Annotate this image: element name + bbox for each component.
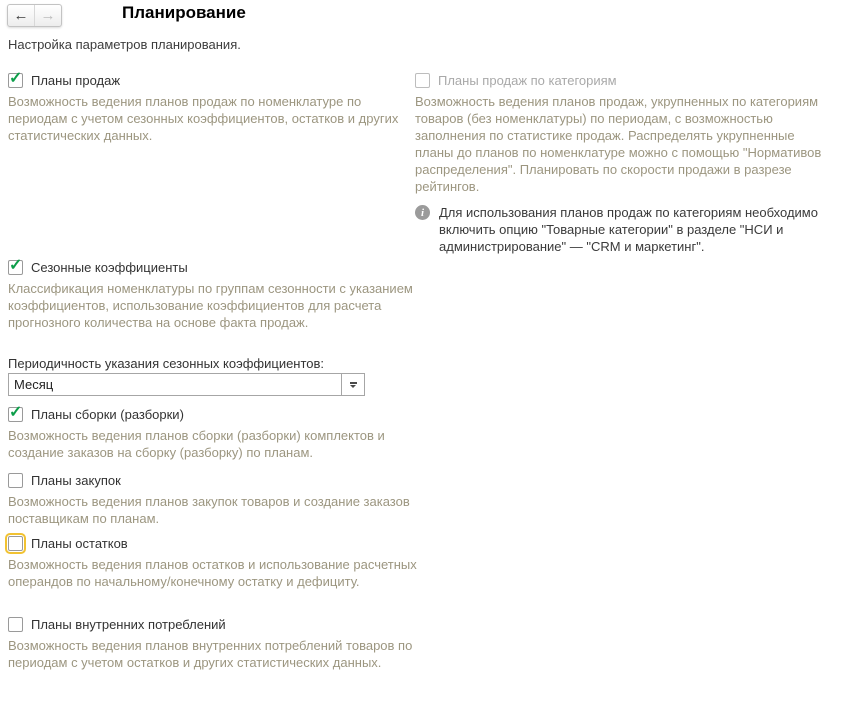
- info-icon: i: [415, 205, 430, 220]
- forward-arrow-icon: →: [40, 7, 56, 24]
- sales-plans-label[interactable]: Планы продаж: [31, 73, 121, 88]
- sales-by-categories-label: Планы продаж по категориям: [438, 73, 617, 88]
- forward-button[interactable]: [34, 5, 61, 26]
- section-purchase-plans: [8, 472, 418, 527]
- category-plans-info-note: [415, 204, 830, 255]
- internal-consumption-description: Возможность ведения планов внутренних потреблений товаров по периодам с учетом остатков и других статистических данных.: [8, 638, 413, 670]
- check-icon: ✓: [9, 70, 23, 87]
- info-note-text: Для использования планов продаж по категориям необходимо включить опцию "Товарные категории" в разделе "НСИ и администрирование" — "CRM и маркетинг".: [439, 205, 818, 254]
- section-internal-consumption-plans: [8, 616, 418, 671]
- internal-consumption-label[interactable]: Планы внутренних потреблений: [31, 617, 226, 632]
- back-button[interactable]: [8, 5, 34, 26]
- sales-plans-description: Возможность ведения планов продаж по номенклатуре по периодам с учетом сезонных коэффициентов, остатков и других статистических данных.: [8, 94, 399, 143]
- section-sales-plans-by-categories: [415, 72, 829, 195]
- seasonal-coefficients-description: Классификация номенклатуры по группам сезонности с указанием коэффициентов, использование коэффициентов для расчета прогнозного количества на основе факта продаж.: [8, 281, 413, 330]
- purchase-plans-checkbox[interactable]: [8, 473, 23, 488]
- assembly-plans-description: Возможность ведения планов сборки (разборки) комплектов и создание заказов на сборку (разборку) по планам.: [8, 428, 385, 460]
- periodicity-field-label: Периодичность указания сезонных коэффициентов:: [8, 356, 325, 371]
- periodicity-dropdown-button[interactable]: [341, 374, 364, 395]
- sales-plans-checkbox[interactable]: [8, 70, 23, 88]
- assembly-plans-checkbox[interactable]: [8, 404, 23, 422]
- internal-consumption-checkbox[interactable]: [8, 617, 23, 632]
- purchase-plans-description: Возможность ведения планов закупок товаров и создание заказов поставщикам по планам.: [8, 494, 410, 526]
- stock-plans-description: Возможность ведения планов остатков и использование расчетных операндов по начальному/конечному остатку и дефициту.: [8, 557, 417, 589]
- stock-plans-label[interactable]: Планы остатков: [31, 536, 128, 551]
- assembly-plans-label[interactable]: Планы сборки (разборки): [31, 407, 184, 422]
- stock-plans-checkbox[interactable]: [8, 536, 23, 551]
- section-sales-plans: [8, 72, 418, 144]
- section-seasonal-coefficients: [8, 259, 418, 331]
- check-icon: ✓: [9, 257, 23, 274]
- check-icon: ✓: [9, 404, 23, 421]
- sales-by-categories-checkbox[interactable]: [415, 73, 430, 88]
- section-stock-plans: [8, 535, 418, 590]
- page-title: Планирование: [122, 3, 246, 22]
- history-nav-group: [7, 4, 62, 27]
- back-arrow-icon: ←: [13, 7, 29, 24]
- seasonal-coefficients-label[interactable]: Сезонные коэффициенты: [31, 260, 188, 275]
- periodicity-combobox: [8, 373, 365, 396]
- sales-by-categories-description: Возможность ведения планов продаж, укрупненных по категориям товаров (без номенклатуры) по периодам, с возможностью заполнения по статистике продаж. Распределять укрупненные планы до планов по номенклатуре можно с помощью "Нормативов распределения". Планировать по скорости продажи в разрезе рейтингов.: [415, 94, 822, 194]
- section-assembly-plans: [8, 406, 418, 461]
- seasonal-coefficients-checkbox[interactable]: [8, 257, 23, 275]
- purchase-plans-label[interactable]: Планы закупок: [31, 473, 121, 488]
- page-subtitle: Настройка параметров планирования.: [8, 37, 241, 52]
- periodicity-value-field[interactable]: Месяц: [14, 377, 54, 392]
- dropdown-arrow-icon: [350, 382, 357, 388]
